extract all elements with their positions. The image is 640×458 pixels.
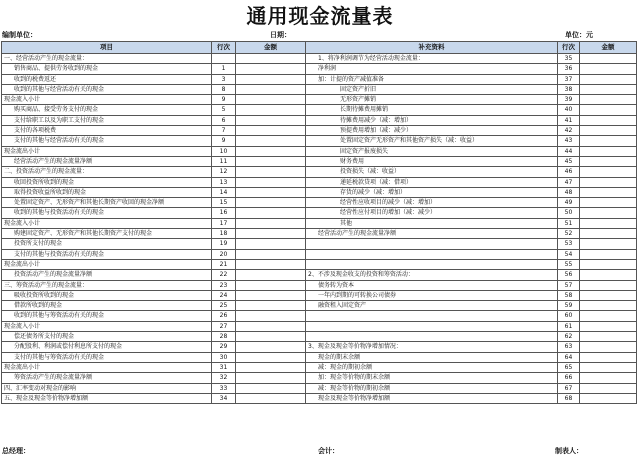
- supplement-row-no: 45: [558, 156, 580, 166]
- table-header-row: [2, 42, 637, 54]
- supplement-amount-cell[interactable]: [580, 74, 637, 84]
- supplement-amount-cell[interactable]: [580, 362, 637, 372]
- supplement-label: [306, 249, 558, 259]
- header-amount: 金额: [236, 42, 306, 54]
- page-title: 通用现金流量表: [246, 4, 394, 28]
- item-amount-cell[interactable]: [236, 187, 306, 197]
- supplement-label: 长期待摊费用摊销: [306, 105, 558, 115]
- item-row-no: 34: [212, 393, 236, 403]
- item-label: 三、筹资活动产生的现金流量：: [2, 280, 212, 290]
- item-label: 收到的其他与经营活动有关的现金: [2, 84, 212, 94]
- supplement-label: 融资租入固定资产: [306, 301, 558, 311]
- supplement-label: 经营性应收项目的减少（减：增加）: [306, 198, 558, 208]
- supplement-label: 债务转为资本: [306, 280, 558, 290]
- item-amount-cell[interactable]: [236, 95, 306, 105]
- supplement-label: 投资损失（减：收益）: [306, 167, 558, 177]
- item-label: 吸收投资所收到的现金: [2, 290, 212, 300]
- supplement-row-no: 37: [558, 74, 580, 84]
- supplement-row-no: 41: [558, 115, 580, 125]
- supplement-row-no: 56: [558, 270, 580, 280]
- supplement-row-no: 55: [558, 259, 580, 269]
- item-row-no: 32: [212, 373, 236, 383]
- item-amount-cell[interactable]: [236, 167, 306, 177]
- item-amount-cell[interactable]: [236, 74, 306, 84]
- item-amount-cell[interactable]: [236, 229, 306, 239]
- item-label: 二、投资活动产生的现金流量：: [2, 167, 212, 177]
- item-amount-cell[interactable]: [236, 311, 306, 321]
- item-row-no: 17: [212, 218, 236, 228]
- supplement-label: 固定资产报废损失: [306, 146, 558, 156]
- table-row: [2, 270, 637, 280]
- supplement-amount-cell[interactable]: [580, 105, 637, 115]
- currency-unit-label: 单位：元: [565, 31, 593, 39]
- supplement-amount-cell[interactable]: [580, 280, 637, 290]
- table-row: [2, 239, 637, 249]
- table-row: [2, 198, 637, 208]
- item-row-no: 27: [212, 321, 236, 331]
- supplement-label: 减：现金的期初余额: [306, 362, 558, 372]
- supplement-row-no: 39: [558, 95, 580, 105]
- item-row-no: 21: [212, 259, 236, 269]
- table-row: [2, 208, 637, 218]
- table-row: [2, 95, 637, 105]
- header-row-no: 行次: [212, 42, 236, 54]
- item-row-no: 23: [212, 280, 236, 290]
- item-amount-cell[interactable]: [236, 393, 306, 403]
- item-amount-cell[interactable]: [236, 84, 306, 94]
- supplement-row-no: 36: [558, 64, 580, 74]
- item-row-no: 24: [212, 290, 236, 300]
- cash-flow-table: [1, 41, 637, 404]
- item-amount-cell[interactable]: [236, 259, 306, 269]
- table-row: [2, 342, 637, 352]
- supplement-label: 处置固定资产无形资产和其他资产损失（减：收益）: [306, 136, 558, 146]
- item-label: 五、现金及现金等价物净增加额: [2, 393, 212, 403]
- supplement-row-no: 66: [558, 373, 580, 383]
- supplement-label: 1、将净利润调节为经营活动现金流量：: [306, 54, 558, 64]
- header-amount-2: 金额: [580, 42, 637, 54]
- preparing-unit-label: 编制单位：: [2, 31, 37, 39]
- item-label: 筹资活动产生的现金流量净额: [2, 373, 212, 383]
- item-amount-cell[interactable]: [236, 362, 306, 372]
- supplement-amount-cell[interactable]: [580, 290, 637, 300]
- supplement-row-no: 42: [558, 126, 580, 136]
- table-row: [2, 74, 637, 84]
- supplement-amount-cell[interactable]: [580, 208, 637, 218]
- item-label: 现金流出小计: [2, 362, 212, 372]
- item-amount-cell[interactable]: [236, 146, 306, 156]
- item-label: 收到的其他与投资活动有关的现金: [2, 208, 212, 218]
- supplement-row-no: 49: [558, 198, 580, 208]
- header-supplement: 补充资料: [306, 42, 558, 54]
- table-row: [2, 156, 637, 166]
- supplement-label: 加：计提的资产减值准备: [306, 74, 558, 84]
- table-row: [2, 136, 637, 146]
- supplement-row-no: 68: [558, 393, 580, 403]
- item-amount-cell[interactable]: [236, 218, 306, 228]
- supplement-amount-cell[interactable]: [580, 373, 637, 383]
- item-label: 支付的其他与投资活动有关的现金: [2, 249, 212, 259]
- item-label: 投资所支付的现金: [2, 239, 212, 249]
- supplement-label: 其他: [306, 218, 558, 228]
- item-row-no: 18: [212, 229, 236, 239]
- supplement-label: 存货的减少（减：增加）: [306, 187, 558, 197]
- supplement-label: 财务费用: [306, 156, 558, 166]
- supplement-row-no: 52: [558, 229, 580, 239]
- supplement-amount-cell[interactable]: [580, 84, 637, 94]
- table-row: [2, 352, 637, 362]
- item-row-no: 9: [212, 95, 236, 105]
- item-row-no: 28: [212, 332, 236, 342]
- item-label: 现金流入小计: [2, 218, 212, 228]
- supplement-label: 现金的期末余额: [306, 352, 558, 362]
- item-amount-cell[interactable]: [236, 177, 306, 187]
- item-label: 投资活动产生的现金流量净额: [2, 270, 212, 280]
- supplement-amount-cell[interactable]: [580, 146, 637, 156]
- item-label: 支付的其他与经营活动有关的现金: [2, 136, 212, 146]
- supplement-label: 净利润: [306, 64, 558, 74]
- item-label: 收到的税费返还: [2, 74, 212, 84]
- supplement-amount-cell[interactable]: [580, 54, 637, 64]
- supplement-label: 固定资产折旧: [306, 84, 558, 94]
- table-row: [2, 229, 637, 239]
- item-row-no: 26: [212, 311, 236, 321]
- supplement-amount-cell[interactable]: [580, 239, 637, 249]
- table-row: [2, 218, 637, 228]
- item-row-no: 3: [212, 74, 236, 84]
- item-row-no: 15: [212, 198, 236, 208]
- manager-label: 总经理：: [2, 447, 30, 455]
- supplement-amount-cell[interactable]: [580, 352, 637, 362]
- item-amount-cell[interactable]: [236, 156, 306, 166]
- item-label: 现金流出小计: [2, 146, 212, 156]
- item-label: 支付给职工以及为职工支付的现金: [2, 115, 212, 125]
- supplement-label: 减：现金等价物的期初余额: [306, 383, 558, 393]
- supplement-amount-cell[interactable]: [580, 95, 637, 105]
- supplement-row-no: 67: [558, 383, 580, 393]
- item-row-no: 5: [212, 105, 236, 115]
- supplement-label: 一年内到期的可转换公司债券: [306, 290, 558, 300]
- table-row: [2, 332, 637, 342]
- table-row: [2, 373, 637, 383]
- sheet-info-row: [2, 30, 638, 40]
- item-amount-cell[interactable]: [236, 290, 306, 300]
- item-amount-cell[interactable]: [236, 352, 306, 362]
- table-row: [2, 383, 637, 393]
- table-row: [2, 311, 637, 321]
- item-amount-cell[interactable]: [236, 105, 306, 115]
- item-row-no: 33: [212, 383, 236, 393]
- item-row-no: 11: [212, 156, 236, 166]
- item-row-no: 12: [212, 167, 236, 177]
- supplement-label: 加：现金等价物的期末余额: [306, 373, 558, 383]
- table-row: [2, 321, 637, 331]
- supplement-label: 递延税款贷项（减：借项）: [306, 177, 558, 187]
- item-amount-cell[interactable]: [236, 321, 306, 331]
- table-row: [2, 280, 637, 290]
- item-amount-cell[interactable]: [236, 115, 306, 125]
- item-amount-cell[interactable]: [236, 239, 306, 249]
- supplement-amount-cell[interactable]: [580, 270, 637, 280]
- supplement-amount-cell[interactable]: [580, 259, 637, 269]
- item-label: 分配股利、利润或偿付利息所支付的现金: [2, 342, 212, 352]
- supplement-label: 现金及现金等价物净增加额: [306, 393, 558, 403]
- supplement-amount-cell[interactable]: [580, 187, 637, 197]
- item-label: 购买商品、接受劳务支付的现金: [2, 105, 212, 115]
- table-row: [2, 259, 637, 269]
- item-row-no: 9: [212, 136, 236, 146]
- item-amount-cell[interactable]: [236, 126, 306, 136]
- supplement-label: 2、不涉及现金收支的投资和筹资活动：: [306, 270, 558, 280]
- supplement-row-no: 65: [558, 362, 580, 372]
- supplement-row-no: 53: [558, 239, 580, 249]
- supplement-row-no: 35: [558, 54, 580, 64]
- item-row-no: 20: [212, 249, 236, 259]
- supplement-row-no: 48: [558, 187, 580, 197]
- supplement-amount-cell[interactable]: [580, 64, 637, 74]
- supplement-row-no: 40: [558, 105, 580, 115]
- item-label: 现金流入小计: [2, 95, 212, 105]
- supplement-amount-cell[interactable]: [580, 311, 637, 321]
- supplement-row-no: 46: [558, 167, 580, 177]
- item-row-no: 8: [212, 84, 236, 94]
- supplement-label: 待摊费用减少（减：增加）: [306, 115, 558, 125]
- supplement-row-no: 60: [558, 311, 580, 321]
- supplement-row-no: 38: [558, 84, 580, 94]
- item-row-no: 10: [212, 146, 236, 156]
- supplement-row-no: 59: [558, 301, 580, 311]
- item-amount-cell[interactable]: [236, 373, 306, 383]
- item-label: 购建固定资产、无形资产和其他长期资产支付的现金: [2, 229, 212, 239]
- item-amount-cell[interactable]: [236, 249, 306, 259]
- supplement-label: 经营性应付项目的增加（减：减少）: [306, 208, 558, 218]
- item-label: 收到的其他与筹资活动有关的现金: [2, 311, 212, 321]
- supplement-amount-cell[interactable]: [580, 393, 637, 403]
- item-amount-cell[interactable]: [236, 332, 306, 342]
- supplement-row-no: 54: [558, 249, 580, 259]
- signature-row: [2, 446, 638, 456]
- item-label: 现金流出小计: [2, 259, 212, 269]
- supplement-row-no: 50: [558, 208, 580, 218]
- supplement-amount-cell[interactable]: [580, 332, 637, 342]
- item-row-no: 19: [212, 239, 236, 249]
- table-row: [2, 301, 637, 311]
- table-row: [2, 393, 637, 403]
- item-label: 取得投资收益所收到的现金: [2, 187, 212, 197]
- item-label: 一、经营活动产生的现金流量：: [2, 54, 212, 64]
- supplement-amount-cell[interactable]: [580, 249, 637, 259]
- item-label: 四、汇率变动对现金的影响: [2, 383, 212, 393]
- supplement-amount-cell[interactable]: [580, 229, 637, 239]
- header-row-no-2: 行次: [558, 42, 580, 54]
- supplement-amount-cell[interactable]: [580, 342, 637, 352]
- header-item: 项目: [2, 42, 212, 54]
- supplement-amount-cell[interactable]: [580, 167, 637, 177]
- supplement-row-no: 62: [558, 332, 580, 342]
- table-row: [2, 115, 637, 125]
- item-amount-cell[interactable]: [236, 342, 306, 352]
- item-amount-cell[interactable]: [236, 54, 306, 64]
- item-row-no: 14: [212, 187, 236, 197]
- supplement-amount-cell[interactable]: [580, 177, 637, 187]
- supplement-amount-cell[interactable]: [580, 126, 637, 136]
- item-amount-cell[interactable]: [236, 64, 306, 74]
- supplement-label: 经营活动产生的现金流量净额: [306, 229, 558, 239]
- supplement-label: [306, 332, 558, 342]
- item-row-no: 1: [212, 64, 236, 74]
- item-label: 收回投资所收到的现金: [2, 177, 212, 187]
- item-label: 现金流入小计: [2, 321, 212, 331]
- item-row-no: 22: [212, 270, 236, 280]
- supplement-amount-cell[interactable]: [580, 218, 637, 228]
- supplement-row-no: 61: [558, 321, 580, 331]
- item-row-no: 29: [212, 342, 236, 352]
- supplement-label: 无形资产摊销: [306, 95, 558, 105]
- supplement-row-no: 57: [558, 280, 580, 290]
- item-amount-cell[interactable]: [236, 198, 306, 208]
- supplement-row-no: 51: [558, 218, 580, 228]
- supplement-amount-cell[interactable]: [580, 156, 637, 166]
- supplement-amount-cell[interactable]: [580, 115, 637, 125]
- item-row-no: 31: [212, 362, 236, 372]
- table-row: [2, 362, 637, 372]
- item-row-no: 13: [212, 177, 236, 187]
- item-label: 经营活动产生的现金流量净额: [2, 156, 212, 166]
- table-row: [2, 249, 637, 259]
- supplement-amount-cell[interactable]: [580, 136, 637, 146]
- table-row: [2, 126, 637, 136]
- supplement-label: [306, 311, 558, 321]
- item-label: 偿还债务所支付的现金: [2, 332, 212, 342]
- item-label: 借款所收到的现金: [2, 301, 212, 311]
- supplement-row-no: 64: [558, 352, 580, 362]
- supplement-label: 预提费用增加（减：减少）: [306, 126, 558, 136]
- item-amount-cell[interactable]: [236, 280, 306, 290]
- item-row-no: 7: [212, 126, 236, 136]
- table-body: [2, 54, 637, 404]
- supplement-label: 3、现金及现金等价物净增加情况：: [306, 342, 558, 352]
- supplement-row-no: 58: [558, 290, 580, 300]
- table-row: [2, 146, 637, 156]
- supplement-amount-cell[interactable]: [580, 383, 637, 393]
- preparer-label: 制表人：: [555, 447, 583, 455]
- date-label: 日期：: [270, 31, 291, 39]
- item-amount-cell[interactable]: [236, 270, 306, 280]
- supplement-row-no: 47: [558, 177, 580, 187]
- supplement-row-no: 44: [558, 146, 580, 156]
- item-row-no: 16: [212, 208, 236, 218]
- supplement-amount-cell[interactable]: [580, 301, 637, 311]
- item-amount-cell[interactable]: [236, 208, 306, 218]
- item-row-no: 25: [212, 301, 236, 311]
- accountant-label: 会计：: [318, 447, 339, 455]
- table-row: [2, 177, 637, 187]
- table-row: [2, 54, 637, 64]
- item-row-no: 30: [212, 352, 236, 362]
- supplement-label: [306, 239, 558, 249]
- item-amount-cell[interactable]: [236, 301, 306, 311]
- table-row: [2, 84, 637, 94]
- supplement-row-no: 43: [558, 136, 580, 146]
- table-row: [2, 187, 637, 197]
- supplement-amount-cell[interactable]: [580, 321, 637, 331]
- item-row-no: [212, 54, 236, 64]
- item-label: 支付的各项税费: [2, 126, 212, 136]
- table-row: [2, 290, 637, 300]
- supplement-label: [306, 321, 558, 331]
- table-row: [2, 64, 637, 74]
- supplement-row-no: 63: [558, 342, 580, 352]
- item-label: 支付的其他与筹资活动有关的现金: [2, 352, 212, 362]
- item-label: 处置固定资产、无形资产和其他长期资产收回的现金净额: [2, 198, 212, 208]
- item-amount-cell[interactable]: [236, 383, 306, 393]
- item-row-no: 6: [212, 115, 236, 125]
- table-row: [2, 105, 637, 115]
- item-amount-cell[interactable]: [236, 136, 306, 146]
- table-row: [2, 167, 637, 177]
- supplement-label: [306, 259, 558, 269]
- supplement-amount-cell[interactable]: [580, 198, 637, 208]
- item-label: 销售商品、提供劳务收到的现金: [2, 64, 212, 74]
